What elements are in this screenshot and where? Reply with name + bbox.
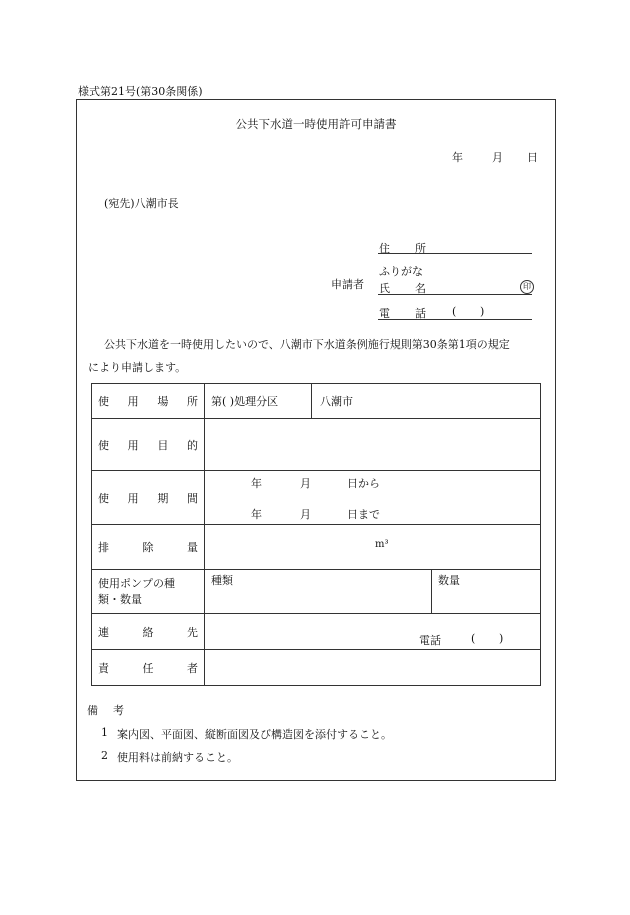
- city-cell[interactable]: 八潮市: [312, 384, 541, 419]
- period-input[interactable]: 年 月 日から 年 月 日まで: [205, 471, 541, 525]
- body-text-line2: により申請します。: [88, 361, 187, 374]
- address-label-2: 所: [415, 242, 426, 255]
- phone-paren-close: ): [480, 305, 485, 318]
- label-discharge: 排 除 量: [92, 525, 205, 570]
- notes-heading-2: 考: [113, 704, 124, 717]
- row-contact: [92, 614, 541, 650]
- addressee: (宛先)八潮市長: [104, 197, 179, 210]
- applicant-label: 申請者: [331, 278, 364, 291]
- date-year: 年: [452, 151, 463, 164]
- label-location: 使 用 場 所: [92, 384, 205, 419]
- label-responsible: 責 任 者: [92, 650, 205, 686]
- notes-heading-1: 備: [87, 704, 98, 717]
- application-table: [91, 383, 541, 686]
- name-label-1: 氏: [379, 282, 390, 295]
- purpose-input[interactable]: [205, 419, 541, 471]
- row-purpose: [92, 419, 541, 471]
- pump-qty-cell[interactable]: 数量: [432, 570, 541, 614]
- row-period: [92, 471, 541, 525]
- row-location: [92, 384, 541, 419]
- label-pump: 使用ポンプの種 類・数量: [92, 570, 205, 614]
- phone-paren-open: (: [452, 305, 457, 318]
- unit-m3: m³: [375, 539, 389, 550]
- label-purpose: 使 用 目 的: [92, 419, 205, 471]
- furigana-label: ふりがな: [379, 265, 423, 278]
- phone-line[interactable]: [378, 319, 532, 320]
- note-1-num: 1: [101, 726, 108, 739]
- date-day: 日: [527, 151, 538, 164]
- phone-label-2: 話: [415, 307, 426, 320]
- contact-input[interactable]: 電話 ( ): [205, 614, 541, 650]
- note-1-text: 案内図、平面図、縦断面図及び構造図を添付すること。: [117, 728, 392, 741]
- note-2-num: 2: [101, 749, 108, 762]
- form-title: 公共下水道一時使用許可申請書: [235, 117, 397, 131]
- row-pump: [92, 570, 541, 614]
- date-month: 月: [492, 151, 503, 164]
- address-label-1: 住: [379, 242, 390, 255]
- responsible-input[interactable]: [205, 650, 541, 686]
- name-line[interactable]: [378, 294, 532, 295]
- form-frame: [76, 99, 556, 781]
- phone-label-1: 電: [379, 307, 390, 320]
- form-number: 様式第21号(第30条関係): [78, 85, 203, 98]
- label-contact: 連 絡 先: [92, 614, 205, 650]
- seal-mark: 印: [520, 280, 534, 294]
- note-2-text: 使用料は前納すること。: [117, 751, 238, 764]
- discharge-input[interactable]: [205, 525, 541, 570]
- address-line[interactable]: [378, 253, 532, 254]
- pump-kind-cell[interactable]: 種類: [205, 570, 432, 614]
- body-text-line1: 公共下水道を一時使用したいので、八潮市下水道条例施行規則第30条第1項の規定: [104, 338, 510, 351]
- row-responsible: [92, 650, 541, 686]
- district-cell[interactable]: 第( )処理分区: [205, 384, 312, 419]
- row-discharge: [92, 525, 541, 570]
- label-period: 使 用 期 間: [92, 471, 205, 525]
- name-label-2: 名: [415, 282, 426, 295]
